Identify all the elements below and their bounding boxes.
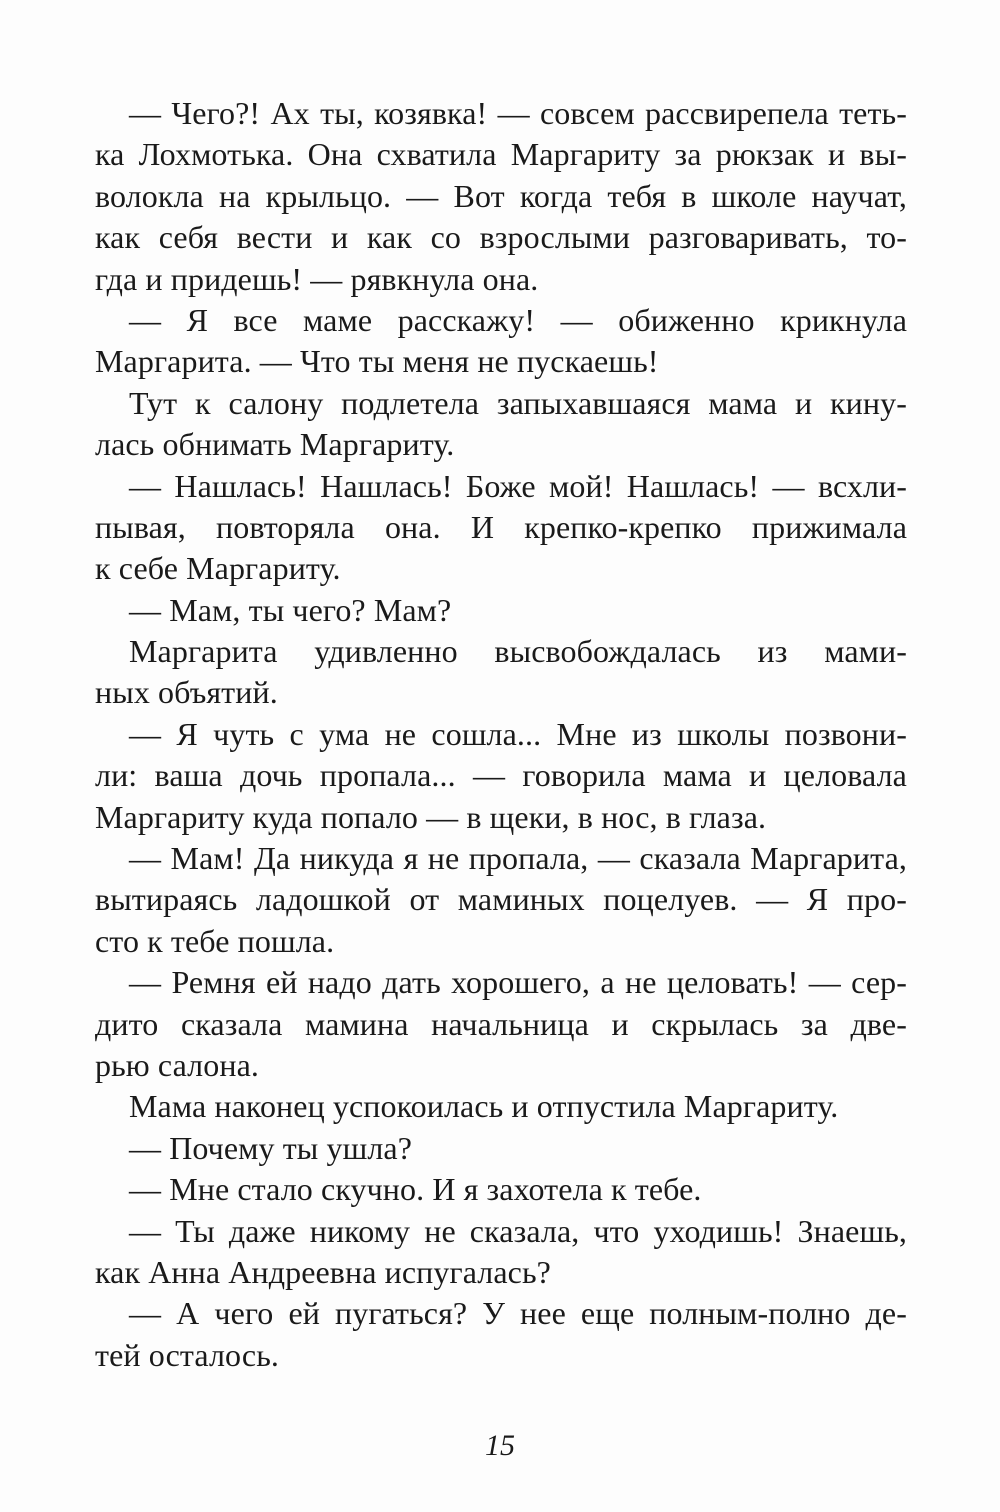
text-line: — Мам! Да никуда я не пропала, — сказала Маргарита, (129, 840, 907, 877)
text-line: — Ты даже никому не сказала, что уходишь! Знаешь, (129, 1212, 907, 1249)
text-line: — Почему ты ушла? (129, 1129, 413, 1166)
text-line: тей осталось. (95, 1336, 280, 1373)
text-line: — Я все маме расскажу! — обиженно крикнула (129, 301, 907, 338)
text-line: как Анна Андреевна испугалась? (95, 1253, 551, 1290)
text-line: — Нашлась! Нашлась! Боже мой! Нашлась! — всхли- (129, 467, 907, 504)
text-line: — Мам, ты чего? Мам? (129, 591, 452, 628)
text-line: дито сказала мамина начальница и скрылась за две- (95, 1005, 907, 1042)
text-line: ных объятий. (95, 674, 278, 711)
text-line: ка Лохмотька. Она схватила Маргариту за рюкзак и вы- (95, 136, 907, 173)
text-line: волокла на крыльцо. — Вот когда тебя в школе научат, (95, 177, 907, 214)
text-line: Маргариту куда попало — в щеки, в нос, в глаза. (95, 798, 767, 835)
text-line: Тут к салону подлетела запыхавшаяся мама и кину- (129, 384, 907, 421)
page-text (95, 93, 907, 1376)
text-line: лась обнимать Маргариту. (95, 426, 455, 463)
text-line: пывая, повторяла она. И крепко-крепко прижимала (95, 508, 907, 545)
text-line: рью салона. (95, 1046, 259, 1083)
text-line: к себе Маргариту. (95, 550, 341, 587)
text-line: Маргарита. — Что ты меня не пускаешь! (95, 343, 659, 380)
text-line: Мама наконец успокоилась и отпустила Маргариту. (129, 1088, 839, 1125)
text-line: вытираясь ладошкой от маминых поцелуев. — Я про- (95, 881, 907, 918)
text-line: ли: ваша дочь пропала... — говорила мама и целовала (95, 757, 907, 794)
text-line: — Я чуть с ума не сошла... Мне из школы позвони- (129, 715, 907, 752)
text-line: как себя вести и как со взрослыми разговаривать, то- (95, 219, 907, 256)
text-line: сто к тебе пошла. (95, 922, 335, 959)
text-line: — Мне стало скучно. И я захотела к тебе. (129, 1171, 702, 1208)
text-line: — Ремня ей надо дать хорошего, а не целовать! — сер- (129, 964, 907, 1001)
text-line: — Чего?! Ах ты, козявка! — совсем рассвирепела теть- (129, 95, 907, 131)
text-line: Маргарита удивленно высвобождалась из мами- (129, 633, 907, 670)
text-line: гда и придешь! — рявкнула она. (95, 260, 539, 297)
text-line: — А чего ей пугаться? У нее еще полным-полно де- (129, 1295, 907, 1332)
page-number: 15 (485, 1429, 515, 1462)
